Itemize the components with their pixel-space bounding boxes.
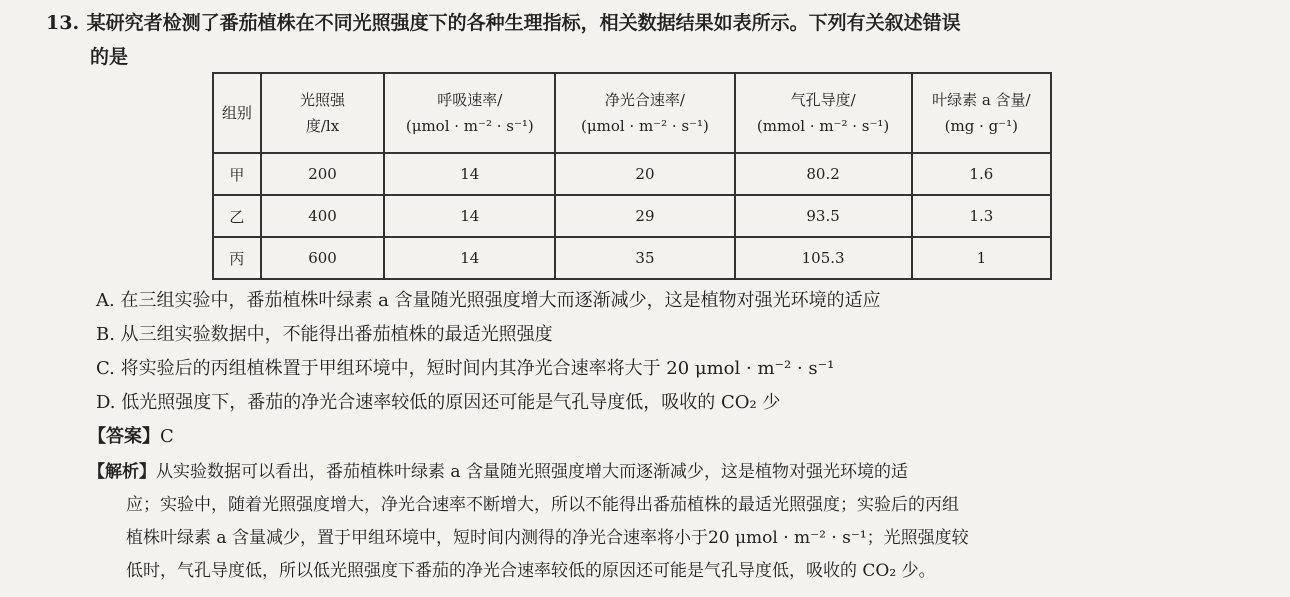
analysis-line-1: 从实验数据可以看出，番茄植株叶绿素 a 含量随光照强度增大而逐渐减少，这是植物对强光环境的适 — [156, 462, 908, 482]
table-cell: 14 — [384, 153, 555, 195]
question-stem — [46, 6, 1246, 74]
table-cell: 200 — [261, 153, 384, 195]
header-stomatal-conductance: 气孔导度/ (mmol · m⁻² · s⁻¹) — [735, 73, 912, 153]
question-stem-line2: 的是 — [90, 46, 129, 68]
answer-tag: 【答案】 — [88, 426, 160, 447]
header-net-photosynthesis: 净光合速率/ (μmol · m⁻² · s⁻¹) — [555, 73, 734, 153]
analysis-line-2: 应；实验中，随着光照强度增大，净光合速率不断增大，所以不能得出番茄植株的最适光照强度；实验后的丙组 — [126, 495, 959, 515]
header-light-intensity: 光照强 度/lx — [261, 73, 384, 153]
header-group: 组别 — [213, 73, 261, 153]
table-cell: 400 — [261, 195, 384, 237]
table-row — [213, 237, 1051, 279]
answer-value: C — [160, 426, 174, 447]
table-cell: 丙 — [213, 237, 261, 279]
question-stem-line1: 某研究者检测了番茄植株在不同光照强度下的各种生理指标，相关数据结果如表所示。下列有关叙述错误 — [86, 12, 961, 34]
question-number: 13. — [46, 12, 80, 34]
table-cell: 乙 — [213, 195, 261, 237]
table-cell: 105.3 — [735, 237, 912, 279]
table-cell: 14 — [384, 237, 555, 279]
analysis-line-3: 植株叶绿素 a 含量减少，置于甲组环境中，短时间内测得的净光合速率将小于20 μmol · m⁻² · s⁻¹；光照强度较 — [126, 528, 969, 548]
analysis-line-4: 低时，气孔导度低，所以低光照强度下番茄的净光合速率较低的原因还可能是气孔导度低，吸收的 CO₂ 少。 — [126, 561, 936, 581]
option-c: C. 将实验后的丙组植株置于甲组环境中，短时间内其净光合速率将大于 20 μmol · m⁻² · s⁻¹ — [96, 358, 835, 379]
table-row — [213, 153, 1051, 195]
analysis-tag: 【解析】 — [88, 462, 156, 482]
table-cell: 35 — [555, 237, 734, 279]
data-table — [212, 72, 1052, 280]
table-cell: 14 — [384, 195, 555, 237]
table-cell: 1.3 — [912, 195, 1051, 237]
answer-section — [88, 420, 174, 454]
table-cell: 29 — [555, 195, 734, 237]
option-a: A. 在三组实验中，番茄植株叶绿素 a 含量随光照强度增大而逐渐减少，这是植物对强光环境的适应 — [96, 290, 881, 311]
table-cell: 600 — [261, 237, 384, 279]
table-cell: 20 — [555, 153, 734, 195]
answer-options — [96, 284, 881, 420]
table-cell: 93.5 — [735, 195, 912, 237]
header-chlorophyll-a: 叶绿素 a 含量/ (mg · g⁻¹) — [912, 73, 1051, 153]
table-cell: 1 — [912, 237, 1051, 279]
table-cell: 1.6 — [912, 153, 1051, 195]
header-respiration-rate: 呼吸速率/ (μmol · m⁻² · s⁻¹) — [384, 73, 555, 153]
table-header-row — [213, 73, 1051, 153]
analysis-section — [88, 456, 1198, 588]
option-d: D. 低光照强度下，番茄的净光合速率较低的原因还可能是气孔导度低，吸收的 CO₂ 少 — [96, 392, 781, 413]
table-cell: 80.2 — [735, 153, 912, 195]
table-cell: 甲 — [213, 153, 261, 195]
option-b: B. 从三组实验数据中，不能得出番茄植株的最适光照强度 — [96, 324, 553, 345]
table-row — [213, 195, 1051, 237]
